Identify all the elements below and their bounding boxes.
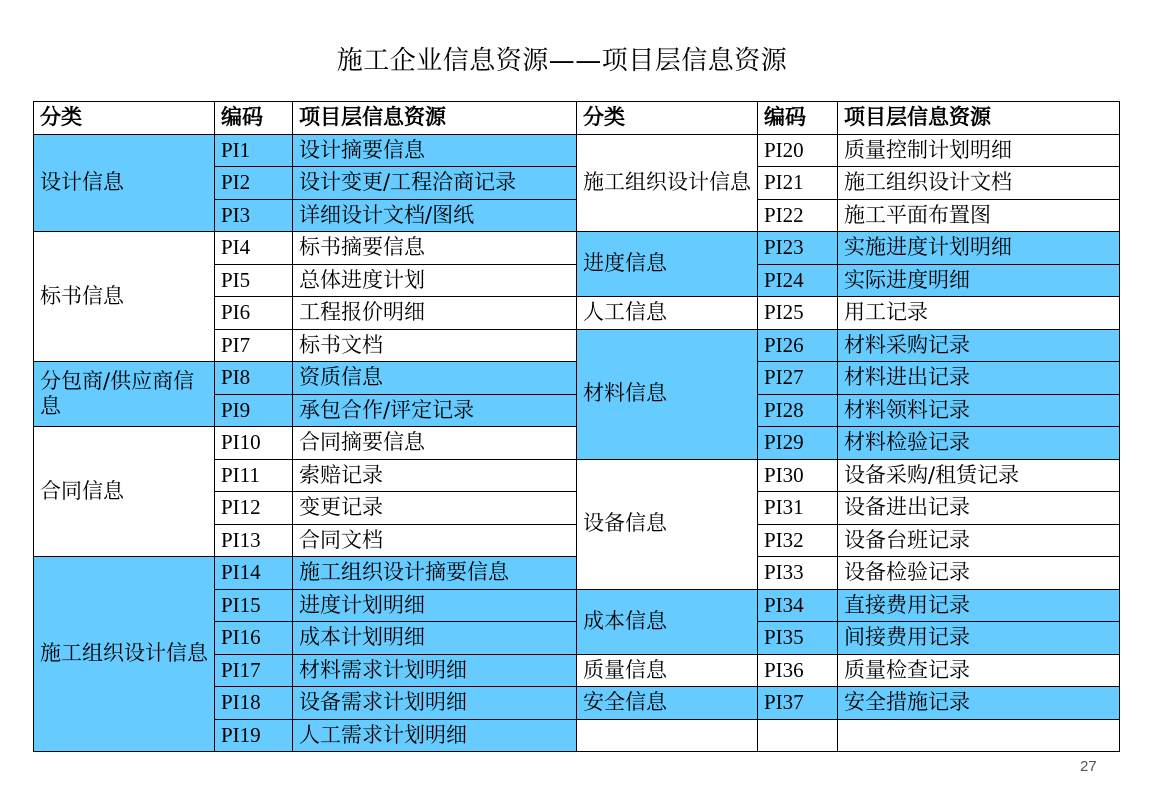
code-cell: PI36 [758,654,838,687]
code-cell: PI17 [215,654,293,687]
resource-cell: 施工组织设计文档 [838,167,1120,200]
page-title: 施工企业信息资源——项目层信息资源 [336,46,788,76]
code-cell: PI3 [215,199,293,232]
category-cell: 标书信息 [34,232,215,362]
resource-cell: 合同文档 [293,524,577,557]
resource-cell: 实施进度计划明细 [838,232,1120,265]
code-cell: PI37 [758,687,838,720]
resource-cell: 索赔记录 [293,459,577,492]
code-cell: PI34 [758,589,838,622]
code-cell: PI25 [758,297,838,330]
resource-cell: 设备检验记录 [838,557,1120,590]
category-cell: 进度信息 [577,232,758,297]
header-code-right: 编码 [758,102,838,135]
resource-cell: 标书文档 [293,329,577,362]
resource-cell: 承包合作/评定记录 [293,394,577,427]
code-cell: PI18 [215,687,293,720]
resource-cell: 设计变更/工程洽商记录 [293,167,577,200]
resource-cell: 变更记录 [293,492,577,525]
info-resource-table [33,101,1120,752]
resource-cell: 实际进度明细 [838,264,1120,297]
resource-cell: 详细设计文档/图纸 [293,199,577,232]
header-code-left: 编码 [215,102,293,135]
code-cell: PI8 [215,362,293,395]
code-cell: PI13 [215,524,293,557]
category-cell: 材料信息 [577,329,758,459]
code-cell: PI10 [215,427,293,460]
resource-cell: 设备台班记录 [838,524,1120,557]
table-row [34,134,1120,167]
header-resource-left: 项目层信息资源 [293,102,577,135]
category-cell: 设计信息 [34,134,215,232]
code-cell: PI30 [758,459,838,492]
resource-cell: 质量控制计划明细 [838,134,1120,167]
code-cell: PI20 [758,134,838,167]
code-cell: PI7 [215,329,293,362]
resource-cell: 材料检验记录 [838,427,1120,460]
header-category-right: 分类 [577,102,758,135]
code-cell: PI28 [758,394,838,427]
resource-cell: 工程报价明细 [293,297,577,330]
resource-cell: 用工记录 [838,297,1120,330]
resource-cell: 标书摘要信息 [293,232,577,265]
header-category-left: 分类 [34,102,215,135]
category-cell: 人工信息 [577,297,758,330]
resource-cell: 材料需求计划明细 [293,654,577,687]
resource-cell: 质量检查记录 [838,654,1120,687]
resource-cell: 人工需求计划明细 [293,719,577,752]
category-cell: 设备信息 [577,459,758,589]
resource-cell: 施工组织设计摘要信息 [293,557,577,590]
header-resource-right: 项目层信息资源 [838,102,1120,135]
resource-cell: 合同摘要信息 [293,427,577,460]
category-cell: 施工组织设计信息 [34,557,215,752]
code-cell: PI35 [758,622,838,655]
code-cell: PI16 [215,622,293,655]
code-cell: PI29 [758,427,838,460]
code-cell: PI21 [758,167,838,200]
resource-cell: 设备进出记录 [838,492,1120,525]
resource-cell: 施工平面布置图 [838,199,1120,232]
resource-cell: 材料采购记录 [838,329,1120,362]
resource-cell: 设备需求计划明细 [293,687,577,720]
code-cell: PI27 [758,362,838,395]
resource-cell: 间接费用记录 [838,622,1120,655]
category-cell: 施工组织设计信息 [577,134,758,232]
category-cell: 合同信息 [34,427,215,557]
category-cell: 质量信息 [577,654,758,687]
resource-cell: 直接费用记录 [838,589,1120,622]
table-row [34,232,1120,265]
code-cell: PI32 [758,524,838,557]
code-cell: PI5 [215,264,293,297]
code-cell: PI24 [758,264,838,297]
page-number: 27 [1080,758,1097,775]
code-cell: PI22 [758,199,838,232]
resource-cell: 总体进度计划 [293,264,577,297]
code-cell: PI15 [215,589,293,622]
resource-cell: 进度计划明细 [293,589,577,622]
resource-cell: 资质信息 [293,362,577,395]
category-cell: 成本信息 [577,589,758,654]
resource-cell: 设备采购/租赁记录 [838,459,1120,492]
code-cell: PI23 [758,232,838,265]
empty-cell [577,719,758,752]
code-cell: PI11 [215,459,293,492]
empty-cell [838,719,1120,752]
code-cell: PI26 [758,329,838,362]
resource-cell: 材料进出记录 [838,362,1120,395]
code-cell: PI12 [215,492,293,525]
code-cell: PI14 [215,557,293,590]
table-header-row [34,102,1120,135]
code-cell: PI33 [758,557,838,590]
category-cell: 安全信息 [577,687,758,720]
code-cell: PI6 [215,297,293,330]
code-cell: PI9 [215,394,293,427]
category-cell: 分包商/供应商信息 [34,362,215,427]
resource-cell: 设计摘要信息 [293,134,577,167]
resource-cell: 安全措施记录 [838,687,1120,720]
empty-cell [758,719,838,752]
code-cell: PI4 [215,232,293,265]
resource-cell: 成本计划明细 [293,622,577,655]
code-cell: PI19 [215,719,293,752]
code-cell: PI31 [758,492,838,525]
resource-cell: 材料领料记录 [838,394,1120,427]
code-cell: PI2 [215,167,293,200]
code-cell: PI1 [215,134,293,167]
